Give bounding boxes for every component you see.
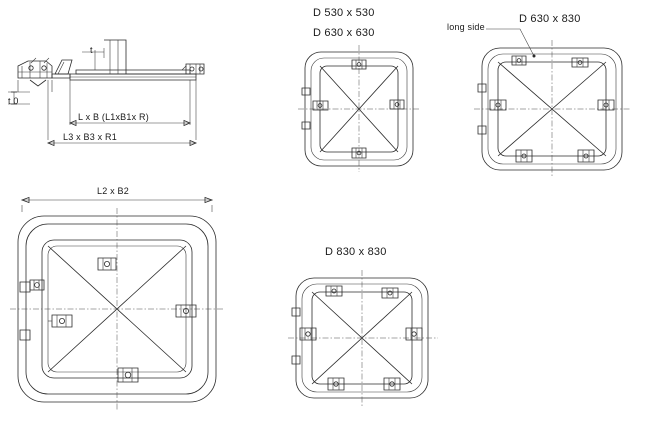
label-dim-l2b2: L2 x B2 (97, 186, 129, 196)
label-dim-lxb: L x B (L1xB1x R) (78, 112, 149, 122)
label-d630x630: D 630 x 630 (313, 27, 375, 39)
cleat-bottom (118, 368, 138, 382)
hatch-view-630x830 (474, 29, 630, 178)
cleat-left-lower (48, 315, 72, 327)
hatch-view-530 (298, 45, 420, 172)
label-dim-l3b3r1: L3 x B3 x R1 (63, 132, 117, 142)
cleat-830-topleft (326, 286, 342, 296)
label-dim-t0: t 0 (8, 96, 19, 106)
cleat-top (98, 258, 116, 270)
cleat-630-topright (572, 58, 588, 67)
cleat-630-topleft (512, 56, 526, 65)
hatch-view-830 (288, 270, 438, 406)
label-d830x830: D 830 x 830 (325, 246, 387, 258)
label-long-side: long side (447, 22, 485, 32)
side-section-view (8, 40, 204, 146)
label-d530x530: D 530 x 530 (313, 7, 375, 19)
cleat-530-right (390, 100, 404, 109)
cleat-830-topright (382, 288, 398, 298)
large-hatch-view (10, 198, 224, 411)
cleat-530-left (313, 101, 328, 110)
label-d630x830: D 630 x 830 (519, 13, 581, 25)
label-dim-t: t (90, 45, 93, 55)
